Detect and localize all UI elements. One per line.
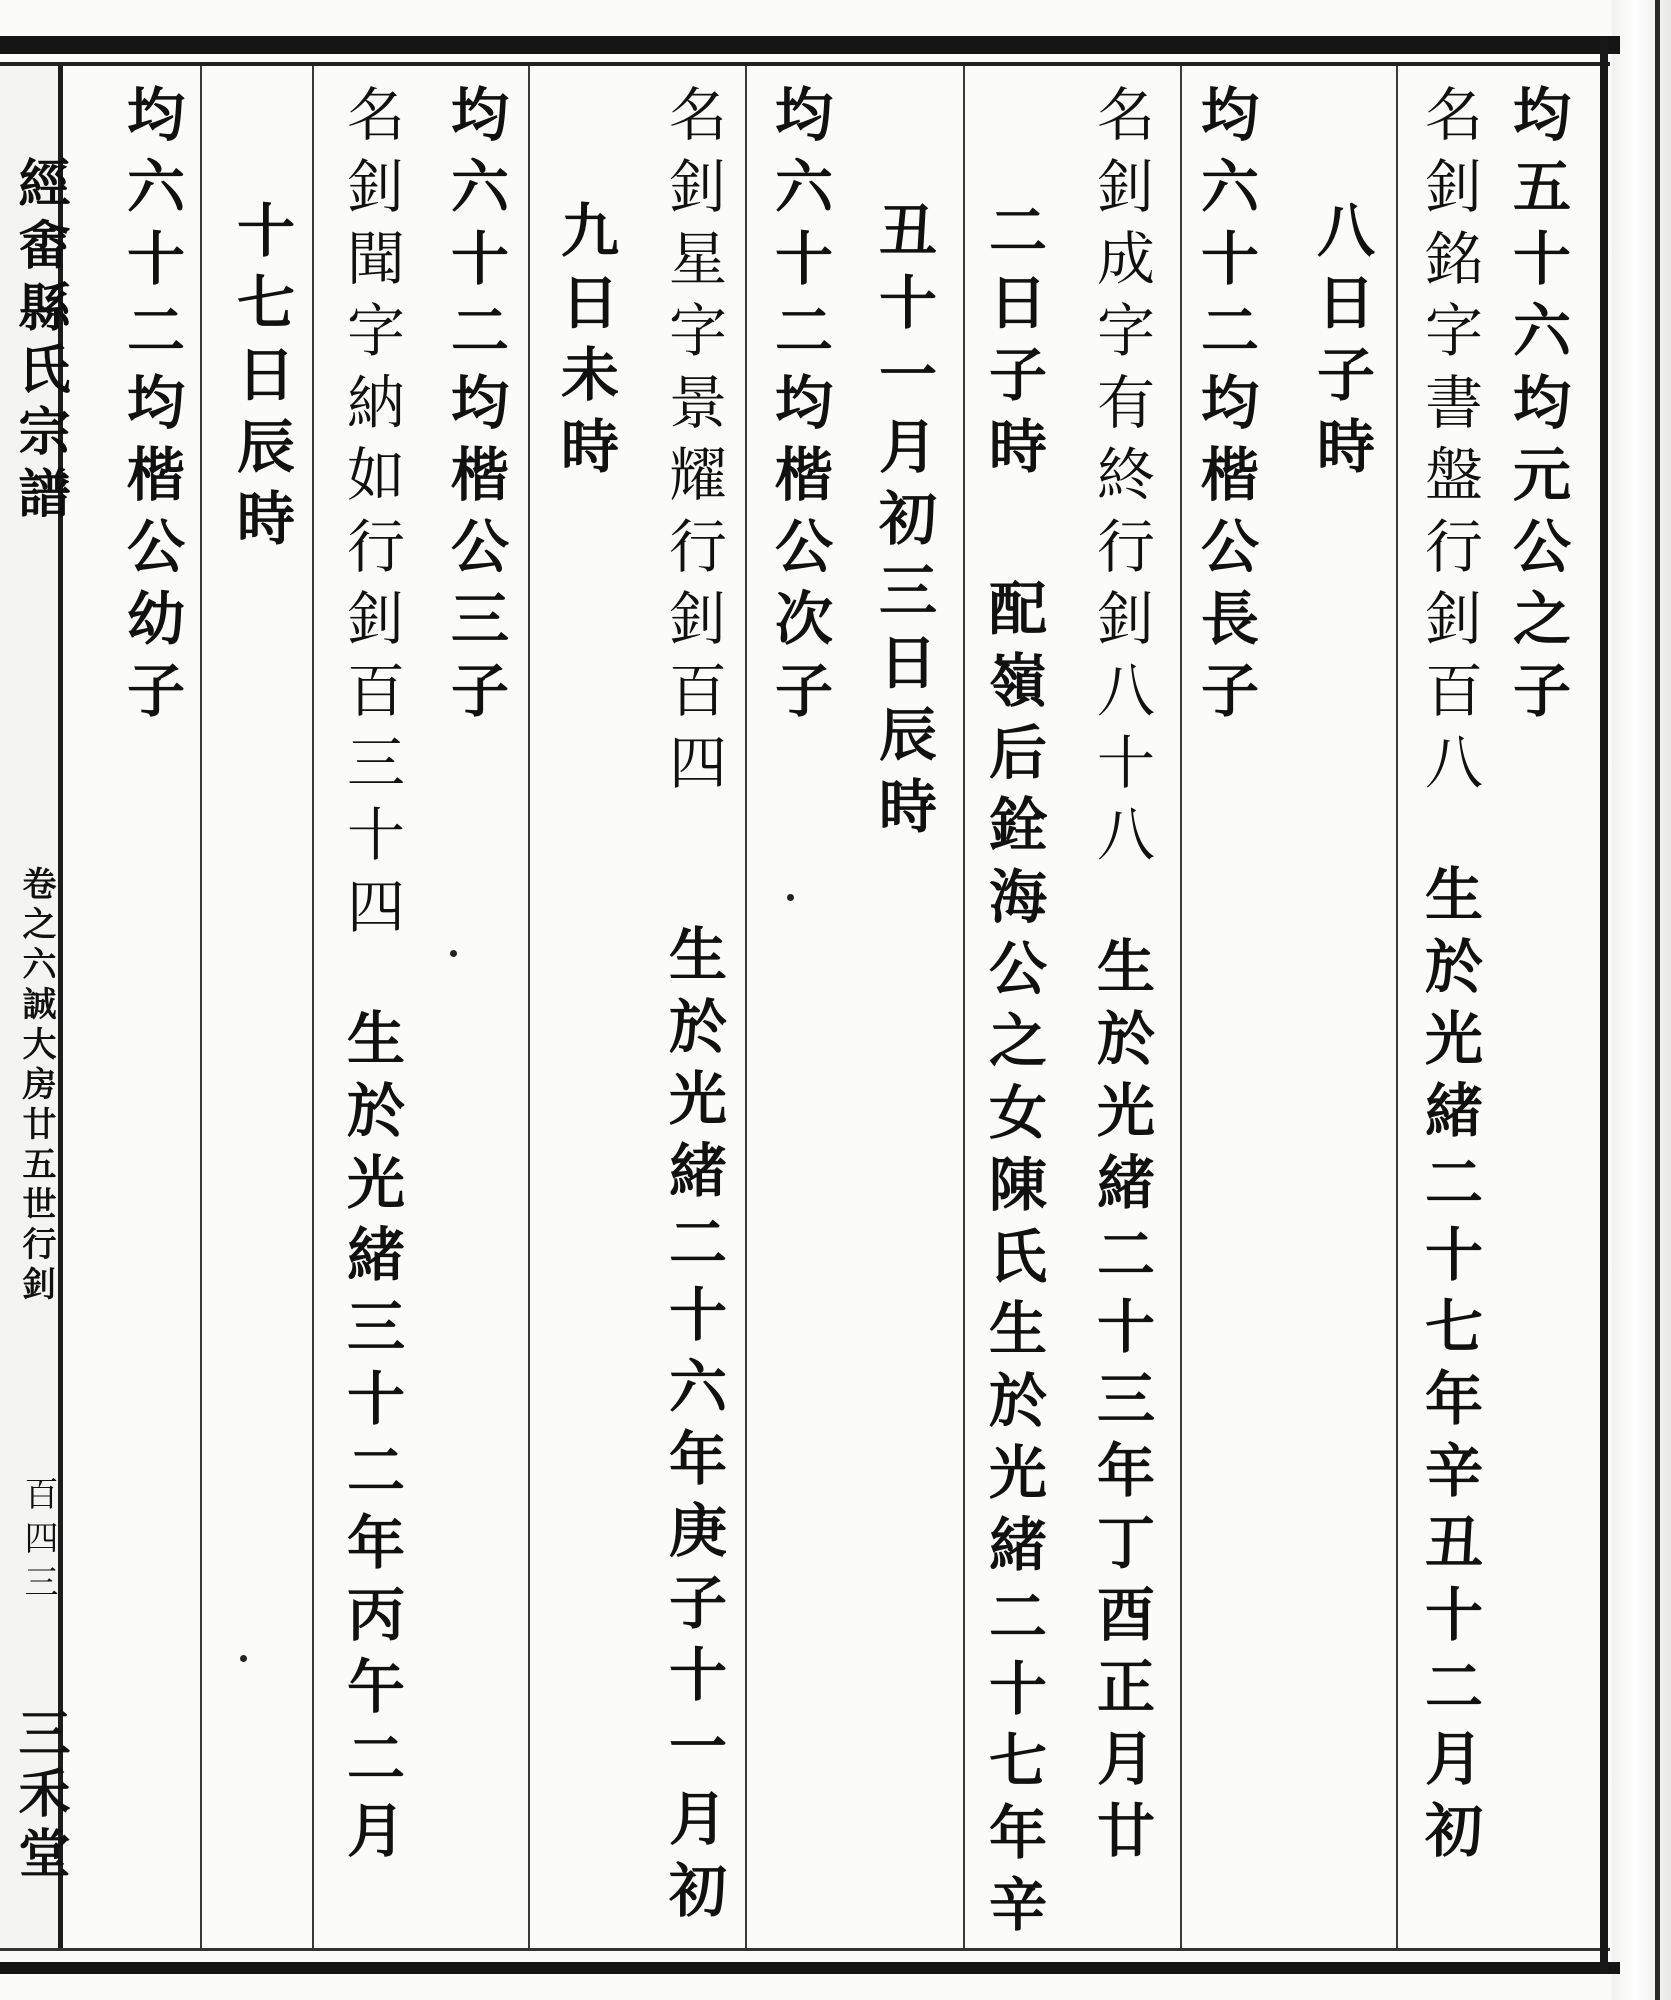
spine-hall-name: 三禾堂 [9,1706,70,1886]
text-column-2-birth: 生於光緒二十七年辛丑十二月初 [1415,864,1483,1872]
text-column-9 [659,84,727,1932]
frame-top-border [0,36,1620,54]
column-rule [528,66,530,1948]
text-column-8: 均六十二均楷公次子 [765,84,833,732]
punctuation-dot [450,950,457,957]
column-rule [1396,66,1398,1948]
frame-top-thin-border [0,62,1610,66]
column-rule [745,66,747,1948]
text-column-2 [1415,84,1483,1872]
spine-page-number: 百四三 [18,1476,58,1608]
text-column-4: 均六十二均楷公長子 [1191,84,1259,732]
spine-subtitle: 誠大房廿五世行釗 [16,986,56,1306]
text-column-12 [337,84,405,1872]
spine-volume-subtitle [12,866,61,1306]
text-column-9-name: 名釗星字景耀行釗百四 [659,84,727,804]
punctuation-dot [240,1655,247,1662]
text-column-5-name: 名釗成字有終行釗八十八 [1087,84,1155,876]
frame-bottom-border [0,1962,1620,1974]
text-column-2-name: 名釗銘字書盤行釗百八 [1415,84,1483,804]
punctuation-dot [787,894,794,901]
text-column-12-birth: 生於光緒三十二年丙午二月 [337,1008,405,1872]
text-column-5 [1087,84,1155,1872]
spine-title: 經畬縣氏宗譜 [9,156,70,528]
frame-right-border [1600,36,1608,1974]
text-column-7: 丑十一月初三日辰時 [869,200,937,848]
spine-volume: 卷之六 [16,866,56,986]
text-column-6-spouse: 配嶺后銓海公之女陳氏生於光緒二十七年辛 [979,578,1047,1946]
page-edge-line [1655,0,1660,2000]
text-column-1: 均五十六均元公之子 [1503,84,1571,732]
text-column-12-name: 名釗聞字納如行釗百三十四 [337,84,405,948]
text-column-5-birth: 生於光緒二十三年丁酉正月廿 [1087,936,1155,1872]
page-edge [1612,0,1671,2000]
text-column-14: 均六十二均楷公幼子 [117,84,185,732]
text-column-13: 十七日辰時 [227,200,295,560]
spine-column [0,66,70,1948]
column-rule [963,66,965,1948]
column-rule [200,66,202,1948]
text-column-3: 八日子時 [1307,200,1375,488]
frame-bottom-thin-border [0,1948,1610,1951]
column-rule [1180,66,1182,1948]
text-column-9-birth: 生於光緒二十六年庚子十一月初 [659,924,727,1932]
text-column-11: 均六十二均楷公三子 [441,84,509,732]
text-column-6-time: 二日子時 [979,200,1047,488]
text-column-10: 九日未時 [551,200,619,488]
text-column-6 [979,200,1047,1946]
column-rule [312,66,314,1948]
